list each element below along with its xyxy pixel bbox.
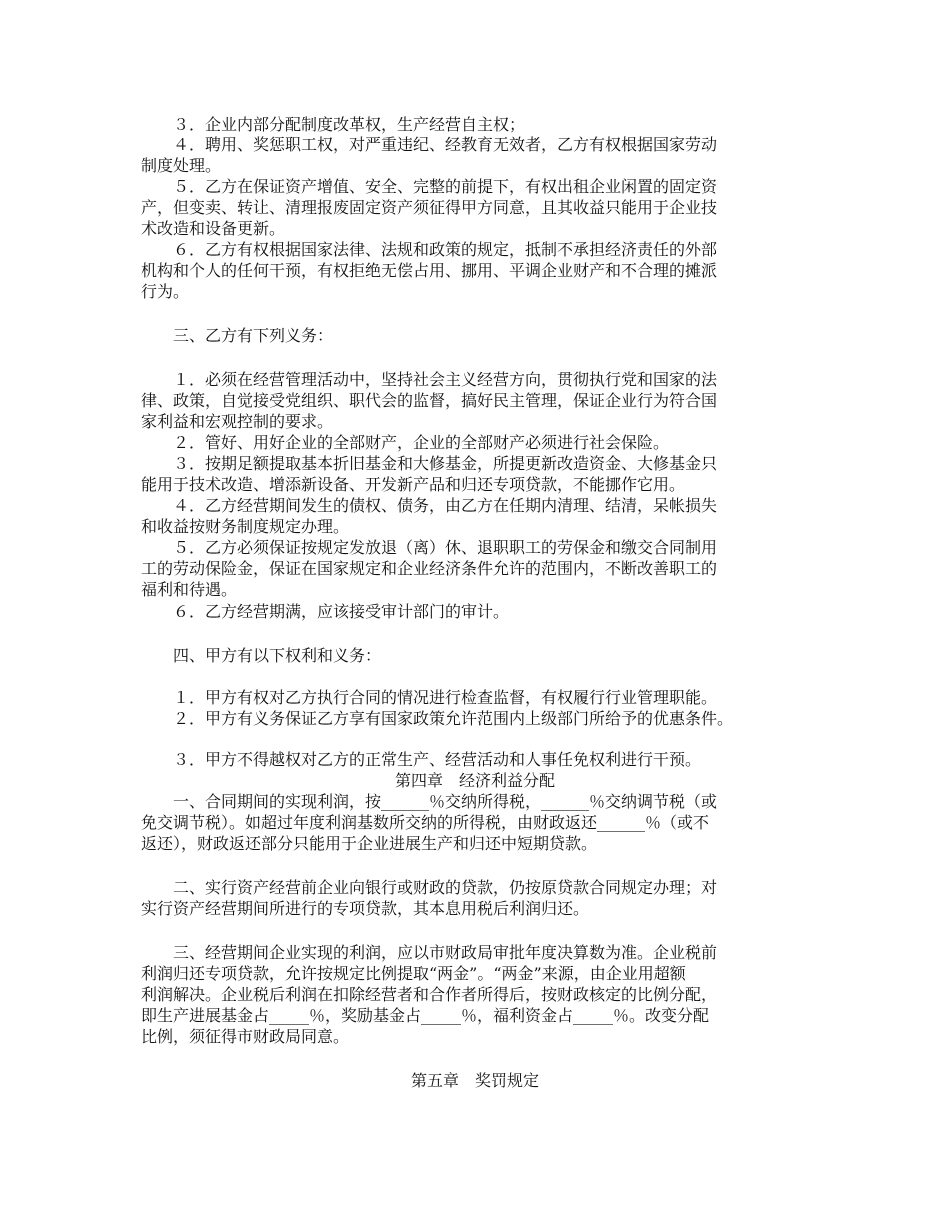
duties-item-5-line2: 工的劳动保险金，保证在国家规定和企业经济条件允许的范围内，不断改善职工的: [141, 559, 718, 578]
rights-item-6-line1: ６．乙方有权根据国家法律、法规和政策的规定，抵制不承担经济责任的外部: [141, 240, 718, 259]
duties-item-1-line2: 律、政策，自觉接受党组织、职代会的监督，搞好民主管理，保证企业行为符合国: [141, 391, 718, 410]
duties-item-4-line2: 和收益按财务制度规定办理。: [141, 517, 350, 536]
rights-item-6-line3: 行为。: [141, 282, 190, 301]
party-a-heading: 四、甲方有以下权利和义务：: [141, 646, 382, 665]
party-a-item-2: ２．甲方有义务保证乙方享有国家政策允许范围内上级部门所给予的优惠条件。: [141, 709, 734, 728]
chapter-4-para-3-line5: 比例，须征得市财政局同意。: [141, 1027, 350, 1046]
chapter-4-para-1-line3: 返还），财政返还部分只能用于企业进展生产和归还中短期贷款。: [141, 834, 598, 853]
duties-item-5-line3: 福利和待遇。: [141, 580, 238, 599]
duties-item-4-line1: ４．乙方经营期间发生的债权、债务，由乙方在任期内清理、结清，呆帐损失: [141, 496, 718, 515]
chapter-4-para-2-line1: 二、实行资产经营前企业向银行或财政的贷款，仍按原贷款合同规定办理；对: [141, 878, 718, 897]
duties-heading: 三、乙方有下列义务：: [141, 326, 334, 345]
rights-item-5-line3: 术改造和设备更新。: [141, 219, 286, 238]
chapter-4-para-1-line2: 免交调节税）。如超过年度利润基数所交纳的所得税，由财政返还______％（或不: [141, 813, 710, 832]
duties-item-6: ６．乙方经营期满，应该接受审计部门的审计。: [141, 602, 510, 621]
duties-item-2: ２．管好、用好企业的全部财产，企业的全部财产必须进行社会保险。: [141, 433, 670, 452]
chapter-4-para-2-line2: 实行资产经营期间所进行的专项贷款，其本息用税后利润归还。: [141, 899, 590, 918]
rights-item-5-line2: 产，但变卖、转让、清理报废固定资产须征得甲方同意，且其收益只能用于企业技: [141, 198, 718, 217]
rights-item-3: ３．企业内部分配制度改革权，生产经营自主权；: [141, 115, 526, 134]
rights-item-4-line2: 制度处理。: [141, 156, 222, 175]
party-a-item-1: １．甲方有权对乙方执行合同的情况进行检查监督，有权履行行业管理职能。: [141, 688, 718, 707]
chapter-4-para-1-line1: 一、合同期间的实现利润，按______％交纳所得税，______％交纳调节税（或: [141, 792, 718, 811]
rights-item-5-line1: ５．乙方在保证资产增值、安全、完整的前提下，有权出租企业闲置的固定资: [141, 177, 718, 196]
rights-item-6-line2: 机构和个人的任何干预，有权拒绝无偿占用、挪用、平调企业财产和不合理的摊派: [141, 261, 718, 280]
duties-item-3-line1: ３．按期足额提取基本折旧基金和大修基金，所提更新改造资金、大修基金只: [141, 454, 718, 473]
duties-item-5-line1: ５．乙方必须保证按规定发放退（离）休、退职职工的劳保金和缴交合同制用: [141, 538, 718, 557]
party-a-item-3: ３．甲方不得越权对乙方的正常生产、经营活动和人事任免权利进行干预。: [141, 750, 702, 769]
chapter-4-title: 第四章 经济利益分配: [394, 771, 555, 790]
duties-item-1-line3: 家利益和宏观控制的要求。: [141, 412, 334, 431]
rights-item-4-line1: ４．聘用、奖惩职工权，对严重违纪、经教育无效者，乙方有权根据国家劳动: [141, 135, 718, 154]
chapter-4-para-3-line3: 利润解决。企业税后利润在扣除经营者和合作者所得后，按财政核定的比例分配，: [141, 985, 718, 1004]
chapter-4-para-3-line1: 三、经营期间企业实现的利润，应以市财政局审批年度决算数为准。企业税前: [141, 943, 718, 962]
duties-item-3-line2: 能用于技术改造、增添新设备、开发新产品和归还专项贷款，不能挪作它用。: [141, 475, 686, 494]
chapter-5-title: 第五章 奖罚规定: [410, 1071, 539, 1090]
duties-item-1-line1: １．必须在经营管理活动中，坚持社会主义经营方向，贯彻执行党和国家的法: [141, 370, 718, 389]
chapter-4-para-3-line2: 利润归还专项贷款，允许按规定比例提取“两金”。“两金”来源，由企业用超额: [141, 964, 686, 983]
chapter-4-para-3-line4: 即生产进展基金占_____％，奖励基金占_____％，福利资金占_____％。改变分配: [141, 1006, 710, 1025]
